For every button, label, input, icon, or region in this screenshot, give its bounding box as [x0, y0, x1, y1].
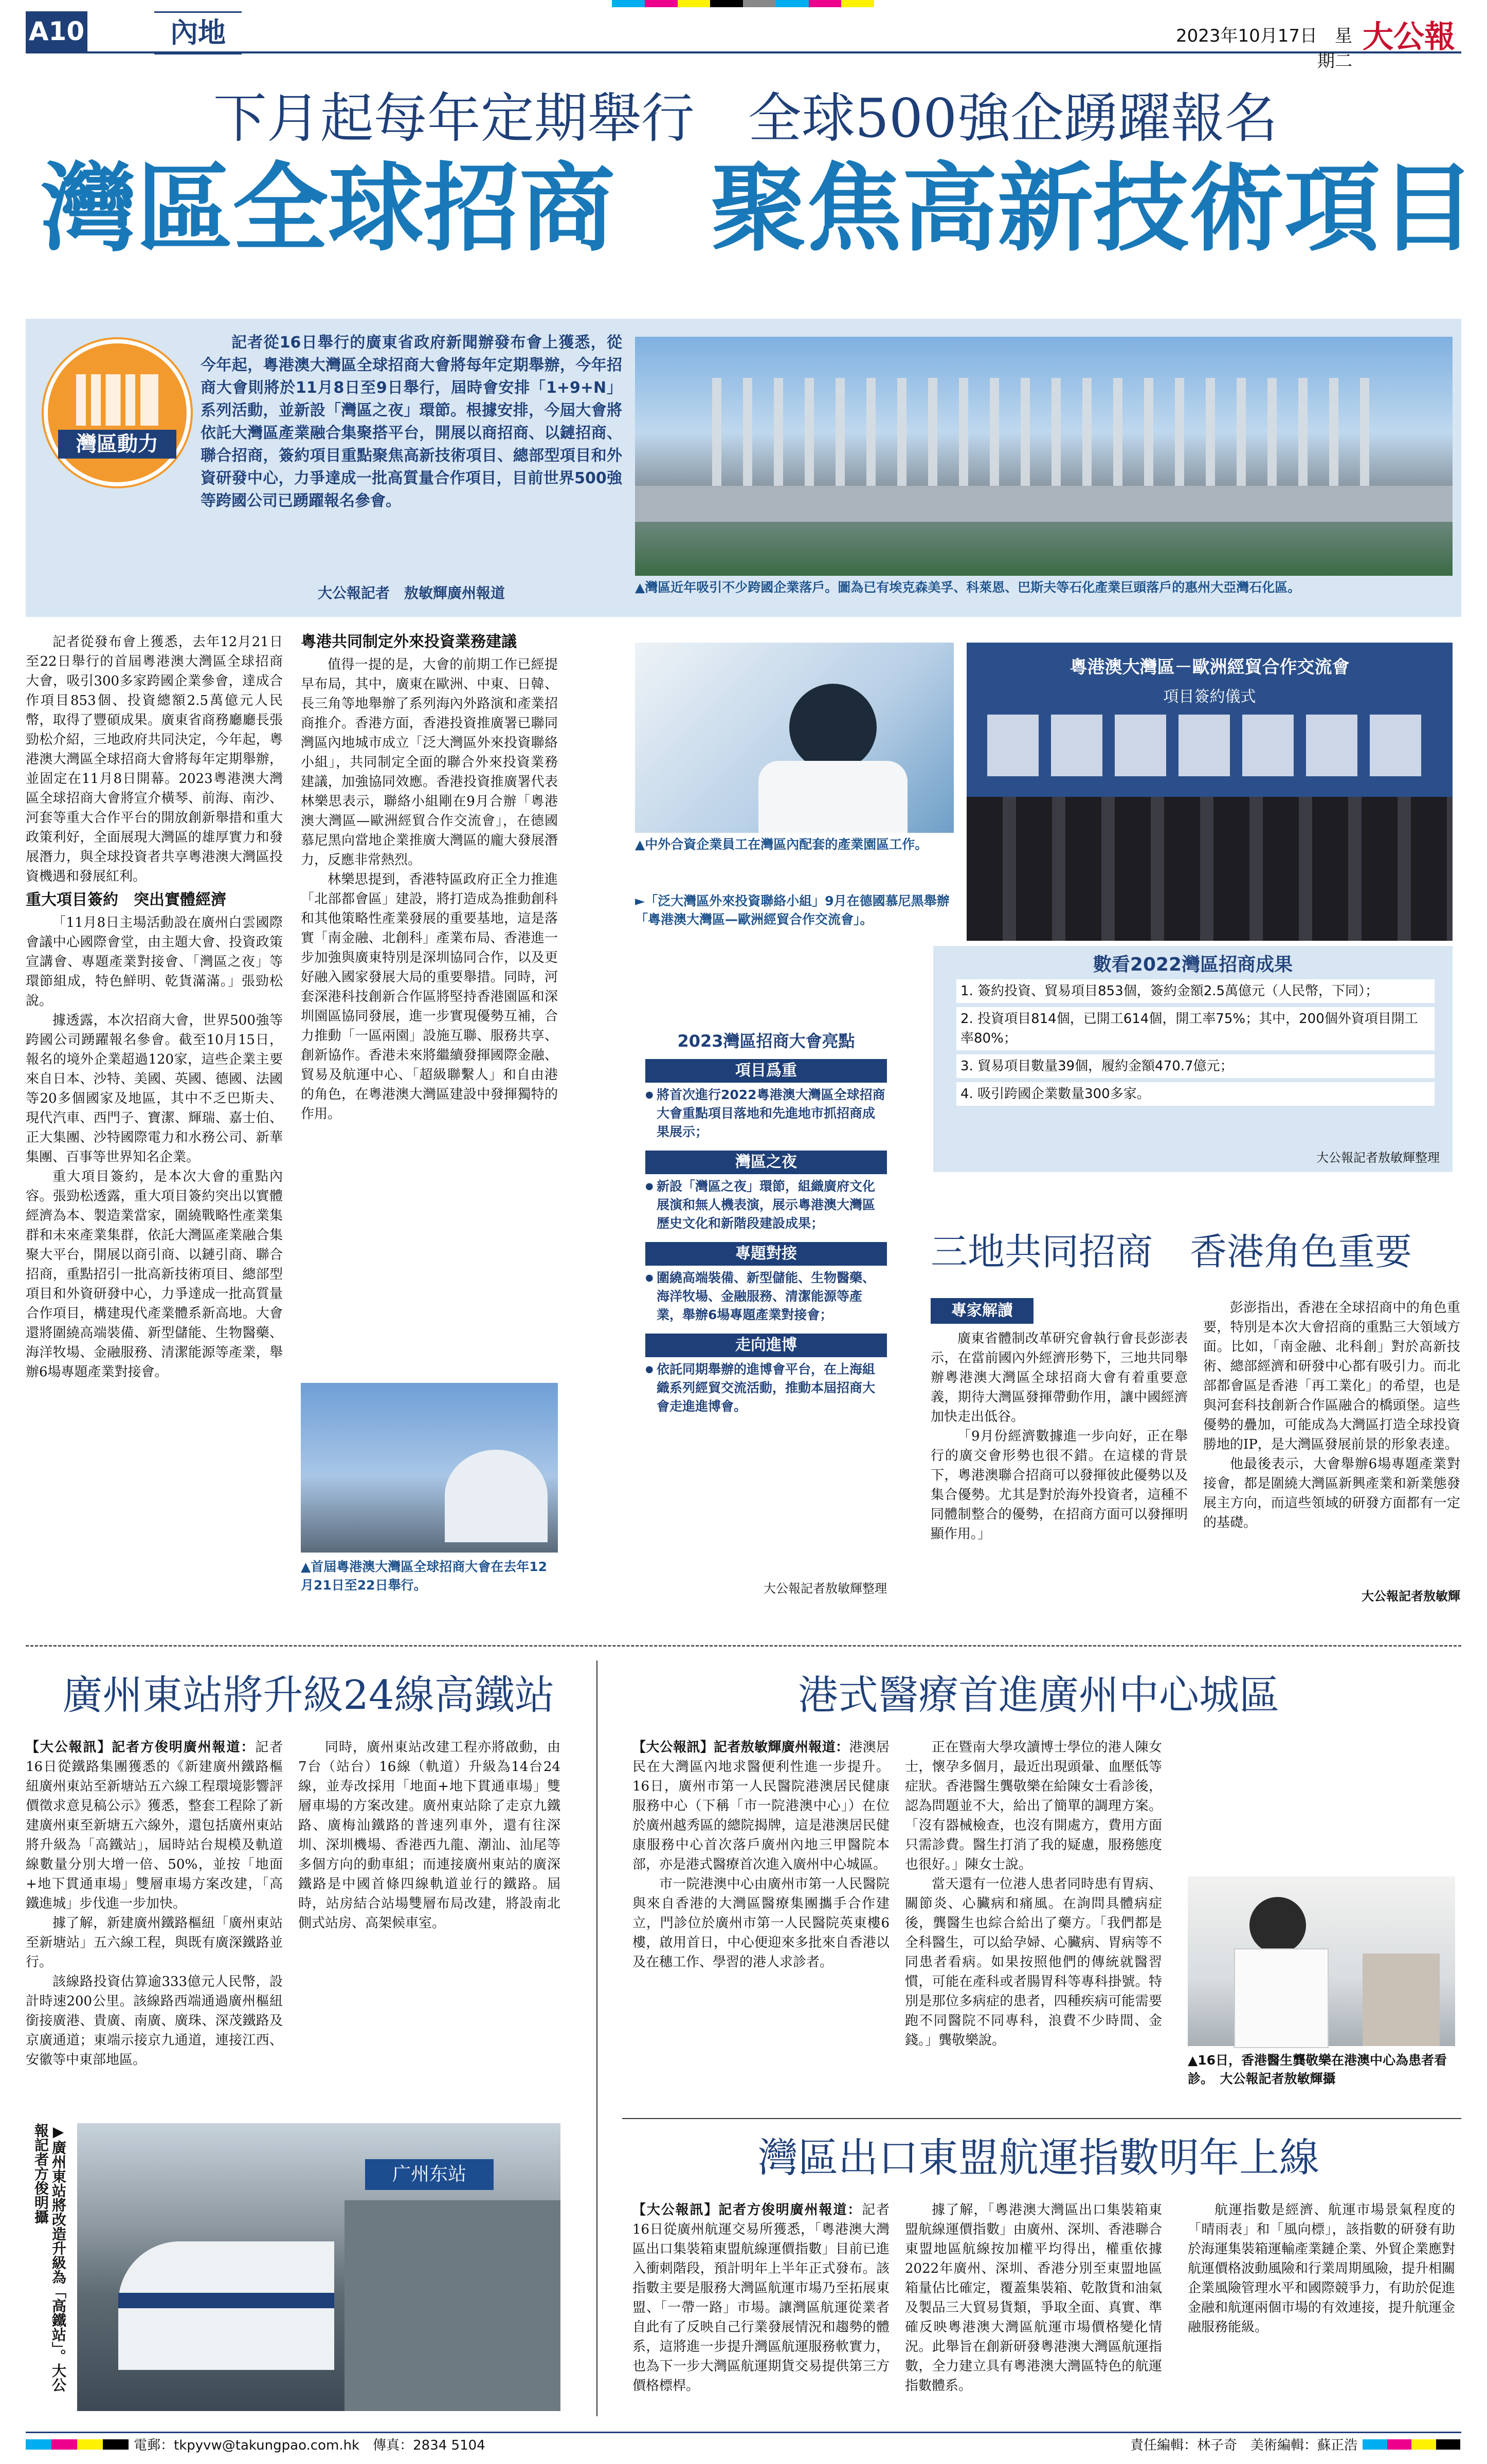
- expert-p2: 「9月份經濟數據進一步向好，正在舉行的廣交會形勢也很不錯。在這樣的背景下，粵港澳聯合招商可以發揮彼此優勢以及集合優勢。尤其是對於海外投資者，這種不同體制整合的優勢，在招商方面可以發揮明顯作用。」: [931, 1429, 1188, 1542]
- story3-lead-tag: 【大公報訊】記者敖敏輝廣州報道：: [632, 1740, 849, 1755]
- article1-p6: 林樂思提到，香港特區政府正全力推進「北部都會區」建設，將打造成為推動創科和其他策略性產業發展的重要基地，這是落實「南金融、北創科」產業布局、香港進一步加強與廣東特別是深圳協同合作，以及更好融入國家發展大局的重要舉措。同時，河套深港科技創新合作區將堅持香港園區和深圳園區協同發展，進一步實現優勢互補，合力推動「一區兩園」設施互聯、服務共享、創新協作。香港未來將繼續發揮國際金融、貿易及航運中心、「超級聯繫人」和自由港的角色，在粵港澳大灣區建設中發揮獨特的作用。: [301, 872, 558, 1122]
- story3-p3: 正在暨南大學攻讀博士學位的港人陳女士，懷孕多個月，最近出現頭暈、血壓低等症狀。香港醫生龔敬樂在給陳女士看診後，認為問題並不大，給出了簡單的調理方案。「沒有器械檢查，也沒有開處方，費用方面只需診費。醫生打消了我的疑慮，服務態度也很好。」陳女士說。: [905, 1740, 1162, 1872]
- lead-badge: [44, 339, 191, 486]
- story3-p2: 市一院港澳中心由廣州市第一人民醫院與來自香港的大灣區醫療集團攜手合作建立，門診位於廣州市第一人民醫院英東樓6樓，啟用首日，中心便迎來多批來自香港以及在穗工作、學習的港人求診者。: [632, 1876, 890, 1970]
- ceremony-sub: 項目簽約儀式: [1163, 688, 1256, 706]
- highlight-section-text: ● 將首次進行2022粵港澳大灣區全球招商大會重點項目落地和先進地市抓招商成果展示；: [645, 1086, 887, 1141]
- results-byline: 大公報記者敖敏輝整理: [1316, 1151, 1440, 1165]
- highlight-section-title: 走向進博: [645, 1334, 887, 1357]
- story3-column-2: [905, 1738, 1162, 2108]
- article1-p2: 「11月8日主場活動設在廣州白雲國際會議中心國際會堂，由主題大會、投資政策宣講會、專題產業對接會、「灣區之夜」等環節組成，特色鮮明、乾貨滿滿。」張勁松說。: [26, 915, 283, 1009]
- expert-p1: 廣東省體制改革研究會執行會長彭澎表示，在當前國內外經濟形勢下，三地共同舉辦粵港澳大灣區全球招商大會有着重要意義，期待大灣區發揮帶動作用，讓中國經濟加快走出低谷。: [931, 1331, 1188, 1425]
- photo-lab-caption: ▲中外合資企業員工在灣區內配套的產業園區工作。: [635, 837, 928, 852]
- article1-column-1: [26, 632, 283, 1604]
- section-divider: [26, 1645, 1461, 1647]
- skyline-icon: [76, 374, 158, 426]
- highlight-section-title: 灣區之夜: [645, 1151, 887, 1174]
- photo-sign-caption: ►「泛大灣區外來投資聯絡小組」9月在德國慕尼黑舉辦「粵港澳大灣區—歐洲經貿合作交流會」。: [635, 893, 950, 927]
- results-item: 3. 貿易項目數量39個，履約金額470.7億元；: [956, 1054, 1435, 1078]
- story2-photo-caption: ▶廣州東站將改造升級為「高鐵站」。大公報記者方俊明攝: [32, 2123, 67, 2392]
- story3-title: 港式醫療首進廣州中心城區: [797, 1672, 1279, 1719]
- results-title: 數看2022灣區招商成果: [1093, 954, 1293, 975]
- photo-signing-ceremony: [967, 643, 1453, 941]
- ceremony-banner: 粵港澳大灣區－歐洲經貿合作交流會: [1069, 657, 1350, 678]
- story4-p1: 記者16日從廣州航運交易所獲悉，「粵港澳大灣區出口集裝箱東盟航線運價指數」目前已進入衝刺階段，預計明年上半年正式發布。該指數主要是服務大灣區航運市場乃至拓展東盟、「一帶一路」市場。讓灣區航運從業者自此有了反映自己行業發展情況和趨勢的體系，這將進一步提升灣區航運服務軟實力，也為下一步大灣區航運期貨交易提供第三方價格標桿。: [632, 2202, 890, 2394]
- expert-p3: 彭澎指出，香港在全球招商中的角色重要，特別是本次大會招商的重點三大領域方面。比如，「南金融、北科創」對於高新技術、總部經濟和研發中心都有吸引力。而北部都會區是香港「再工業化」的希望，也是與河套科技創新合作區融合的橋頭堡。這些優勢的疊加，可能成為大灣區打造全球投資勝地的IP，是大灣區發展前景的形象表達。: [1203, 1300, 1460, 1452]
- photo-doctor-consultation: [1188, 1876, 1455, 2046]
- page-number: A10: [26, 11, 87, 51]
- color-register-right: [1363, 2439, 1460, 2450]
- story4-p2: 據了解，「粵港澳大灣區出口集裝箱東盟航線運價指數」由廣州、深圳、香港聯合東盟地區航線按加權平均得出，權重依據2022年廣州、深圳、香港分別至東盟地區箱量佔比確定，覆蓋集裝箱、乾散貨和油氣及製品三大貿易貨類，爭取全面、真實、準確反映粵港澳大灣區航運市場價格變化情況。此舉旨在創新研發粵港澳大灣區航運指數，全力建立具有粵港澳大灣區特色的航運指數體系。: [905, 2202, 1162, 2394]
- station-sign: 广州东站: [365, 2159, 494, 2190]
- photo-top-caption: ▲灣區近年吸引不少跨國企業落戶。圖為已有埃克森美孚、科萊恩、巴斯夫等石化產業巨頭落戶的惠州大亞灣石化區。: [635, 580, 1301, 595]
- highlights-byline: 大公報記者敖敏輝整理: [764, 1581, 887, 1596]
- color-register-left: [26, 2439, 129, 2450]
- expert-p4: 他最後表示，大會舉辦6場專題產業對接會，都是圍繞大灣區新興產業和新業態發展主方向，而這些領域的研發方面都有一定的基礎。: [1203, 1456, 1460, 1530]
- results-item: 1. 簽約投資、貿易項目853個，簽約金額2.5萬億元（人民幣，下同）；: [956, 979, 1435, 1003]
- article1-column-2: [301, 632, 558, 1373]
- story2-p1: 記者16日從鐵路集團獲悉的《新建廣州鐵路樞紐廣州東站至新塘站五六線工程環境影響評價徵求意見稿公示》獲悉，整套工程除了新建廣州東至新塘五六線外，還包括廣州東站將升級為「高鐵站」，屆時站台規模及軌道線數量分別大增一倍、50%，並按「地面+地下貫通車場」雙層車場方案改建，「高鐵進城」步伐進一步加快。: [26, 1740, 283, 1911]
- section-divider-right: [622, 2118, 1461, 2119]
- headline-main: 灣區全球招商 聚焦高新技術項目: [41, 152, 1476, 264]
- lead-text: 記者從16日舉行的廣東省政府新聞辦發布會上獲悉，從今年起，粵港澳大灣區全球招商大會將每年定期舉辦，今年招商大會則將於11月8日至9日舉行，屆時會安排「1+9+N」系列活動，並新設「灣區之夜」環節。根據安排，今屆大會將依託大灣區產業融合集聚搭平台，開展以商招商、以鏈招商、聯合招商，簽約項目重點聚焦高新技術項目、總部型項目和外資研發中心，力爭達成一批高質量合作項目，目前世界500強等跨國公司已踴躍報名參會。: [201, 334, 622, 510]
- story4-lead-tag: 【大公報訊】記者方俊明廣州報道：: [632, 2202, 862, 2218]
- expert-tag: 專家解讀: [931, 1298, 1033, 1324]
- article1-p5: 值得一提的是，大會的前期工作已經提早布局，其中，廣東在歐洲、中東、日韓、長三角等地舉辦了系列海內外路演和產業招商推介。香港方面，香港投資推廣署已聯同灣區內地城市成立「泛大灣區外來投資聯絡小組」，共同制定全面的聯合外來投資業務建議，加強協同效應。香港投資推廣署代表林樂思表示，聯絡小組剛在9月合辦「粵港澳大灣區—歐洲經貿合作交流會」，在德國慕尼黑向當地企業推廣大灣區的龐大發展潛力，反應非常熱烈。: [301, 657, 558, 868]
- story4-p3: 航運指數是經濟、航運市場景氣程度的「晴雨表」和「風向標」，該指數的研發有助於海運集裝箱運輸產業鏈企業、外貿企業應對航運價格波動風險和行業周期風險，提升相關企業風險管理水平和國際競爭力，有助於促進金融和航運兩個市場的有效連接，提升航運金融服務能級。: [1188, 2202, 1455, 2335]
- story4-column-3: [1188, 2200, 1455, 2426]
- highlights-title: 2023灣區招商大會亮點: [677, 1031, 855, 1051]
- story2-column-1: [26, 1738, 283, 2108]
- photo-lab-worker: [635, 643, 954, 833]
- story3-p1: 港澳居民在大灣區內地求醫便利性進一步提升。16日，廣州市第一人民醫院港澳居民健康服務中心（下稱「市一院港澳中心」）在位於廣州越秀區的總院揭牌，這是港澳居民健康服務中心首次落戶廣州內地三甲醫院本部，亦是港式醫療首次進入廣州中心城區。: [632, 1740, 890, 1872]
- photo-petrochem-plant: [635, 337, 1453, 576]
- photo-expo-caption: ▲首屆粵港澳大灣區全球招商大會在去年12月21日至22日舉行。: [301, 1559, 548, 1593]
- article1-p1: 記者從發布會上獲悉，去年12月21日至22日舉行的首屆粵港澳大灣區全球招商大會，吸引300多家跨國企業參會，達成合作項目853個、投資總額2.5萬億元人民幣，取得了豐碩成果。廣東省商務廳廳長張勁松介紹，三地政府共同決定，今年起，粵港澳大灣區全球招商大會將每年定期舉辦，並固定在11月8日開幕。2023粵港澳大灣區全球招商大會將宣介橫琴、前海、南沙、河套等重大合作平台的開放創新舉措和重大政策利好，全面展現大灣區的雄厚實力和發展潛力，與全球投資者共享粵港澳大灣區投資機遇和發展紅利。: [26, 634, 283, 884]
- story3-column-1: [632, 1738, 890, 2108]
- story3-photo-caption: ▲16日，香港醫生龔敬樂在港澳中心為患者看診。 大公報記者敖敏輝攝: [1188, 2053, 1447, 2086]
- highlight-section-text: ● 圍繞高端裝備、新型儲能、生物醫藥、海洋牧場、金融服務、清潔能源等產業，舉辦6場專題產業對接會；: [645, 1269, 887, 1324]
- story2-p3: 該線路投資估算逾333億元人民幣，設計時速200公里。該線路西端通過廣州樞紐銜接廣港、貴廣、南廣、廣珠、深茂鐵路及京廣通道；東端示接京九通道，連接江西、安徽等中東部地區。: [26, 1974, 283, 2068]
- highlight-section-text: ● 新設「灣區之夜」環節，組織廣府文化展演和無人機表演，展示粵港澳大灣區歷史文化和新階段建設成果；: [645, 1177, 887, 1233]
- expert-byline: 大公報記者敖敏輝: [1362, 1589, 1460, 1603]
- footer-editors: 責任編輯：林子奇 美術編輯：蘇正浩: [1130, 2438, 1357, 2453]
- article1-subhead-2: 粵港共同制定外來投資業務建議: [301, 633, 517, 651]
- expert-title: 三地共同招商 香港角色重要: [931, 1230, 1412, 1273]
- newspaper-logo: 大公報: [1363, 19, 1455, 55]
- highlights-box: [645, 1059, 887, 1573]
- lead-byline: 大公報記者 敖敏輝廣州報道: [317, 585, 505, 601]
- highlight-section-title: 項目爲重: [645, 1059, 887, 1083]
- lead-badge-label: 灣區動力: [58, 430, 176, 459]
- story3-p4: 當天還有一位港人患者同時患有胃病、關節炎、心臟病和痛風。在詢問具體病症後，龔醫生也綜合給出了藥方。「我們都是全科醫生，可以給孕婦、心臟病、胃病等不同患者看病。如果按照他們的傳統就醫習慣，可能在產科或者腸胃科等專科掛號。特別是那位多病症的患者，四種疾病可能需要跑不同醫院不同專科，浪費不少時間、金錢。」龔敬樂說。: [905, 1876, 1162, 2048]
- story4-title: 灣區出口東盟航運指數明年上線: [757, 2135, 1319, 2181]
- results-list: [956, 979, 1435, 1106]
- issue-date: 2023年10月17日 星期二: [1175, 26, 1352, 71]
- article1-subhead-1: 重大項目簽約 突出實體經濟: [26, 891, 226, 909]
- expert-column-1: [931, 1329, 1188, 1607]
- footer-rule: [26, 2432, 1461, 2433]
- article1-p3: 據透露，本次招商大會，世界500強等跨國公司踴躍報名參會。截至10月15日，報名的境外企業超過120家，這些企業主要來自日本、沙特、美國、英國、德國、法國等20多個國家及地區，其中不乏巴斯夫、現代汽車、西門子、寶潔、輝瑞、嘉士伯、正大集團、沙特國際電力和水務公司、新華集團、百事等世界知名企業。: [26, 1013, 283, 1165]
- story2-p2: 據了解，新建廣州鐵路樞紐「廣州東站至新塘站」五六線工程，與既有廣深鐵路並行。: [26, 1915, 283, 1970]
- highlight-section-text: ● 依託同期舉辦的進博會平台，在上海組織系列經貿交流活動，推動本屆招商大會走進進博會。: [645, 1360, 887, 1416]
- photo-expo: [301, 1383, 558, 1553]
- story2-column-2: [298, 1738, 560, 2108]
- results-item: 4. 吸引跨國企業數量300多家。: [956, 1082, 1435, 1106]
- footer-contact: 電郵：tkpyvw@takungpao.com.hk 傳真：2834 5104: [134, 2438, 485, 2453]
- photo-guangzhou-east-station: [77, 2123, 560, 2411]
- column-divider: [596, 1660, 597, 2416]
- story4-column-2: [905, 2200, 1162, 2426]
- expert-column-2: [1203, 1298, 1460, 1586]
- story2-p4: 同時，廣州東站改建工程亦將啟動，由7台（站台）16線（軌道）升級為14台24線，並寿改採用「地面+地下貫通車場」雙層車場的方案改建。廣州東站除了走京九鐵路、廣梅汕鐵路的普速列車外，還有往深圳、深圳機場、香港西九龍、潮汕、汕尾等多個方向的動車組；而連接廣州東站的廣深鐵路是中國首條四線軌道並行的鐵路。屆時，站房結合站場雙層布局改建，將設南北側式站房、高架候車室。: [298, 1740, 560, 1931]
- highlight-section-title: 專題對接: [645, 1242, 887, 1266]
- color-register-top: [612, 0, 874, 7]
- story4-column-1: [632, 2200, 890, 2426]
- article1-p4: 重大項目簽約，是本次大會的重點內容。張勁松透露，重大項目簽約突出以實體經濟為本、製造業當家，圍繞戰略性產業集群和未來產業集群，依託大灣區產業融合集聚大平台，開展以商引商、以鏈引商、聯合招商，重點招引一批高新技術項目、總部型項目和外資研發中心，力爭達成一批高質量合作項目，構建現代產業體系新高地。大會還將圍繞高端裝備、新型儲能、生物醫藥、海洋牧場、金融服務、清潔能源等產業，舉辦6場專題產業對接會。: [26, 1169, 283, 1380]
- headline-kicker: 下月起每年定期舉行 全球500強企踴躍報名: [213, 87, 1278, 150]
- story2-title: 廣州東站將升級24線高鐵站: [62, 1672, 555, 1719]
- section-name: 內地: [154, 11, 242, 54]
- results-item: 2. 投資項目814個，已開工614個，開工率75%；其中，200個外資項目開工率80%；: [956, 1007, 1435, 1050]
- story2-lead-tag: 【大公報訊】記者方俊明廣州報道：: [26, 1740, 256, 1755]
